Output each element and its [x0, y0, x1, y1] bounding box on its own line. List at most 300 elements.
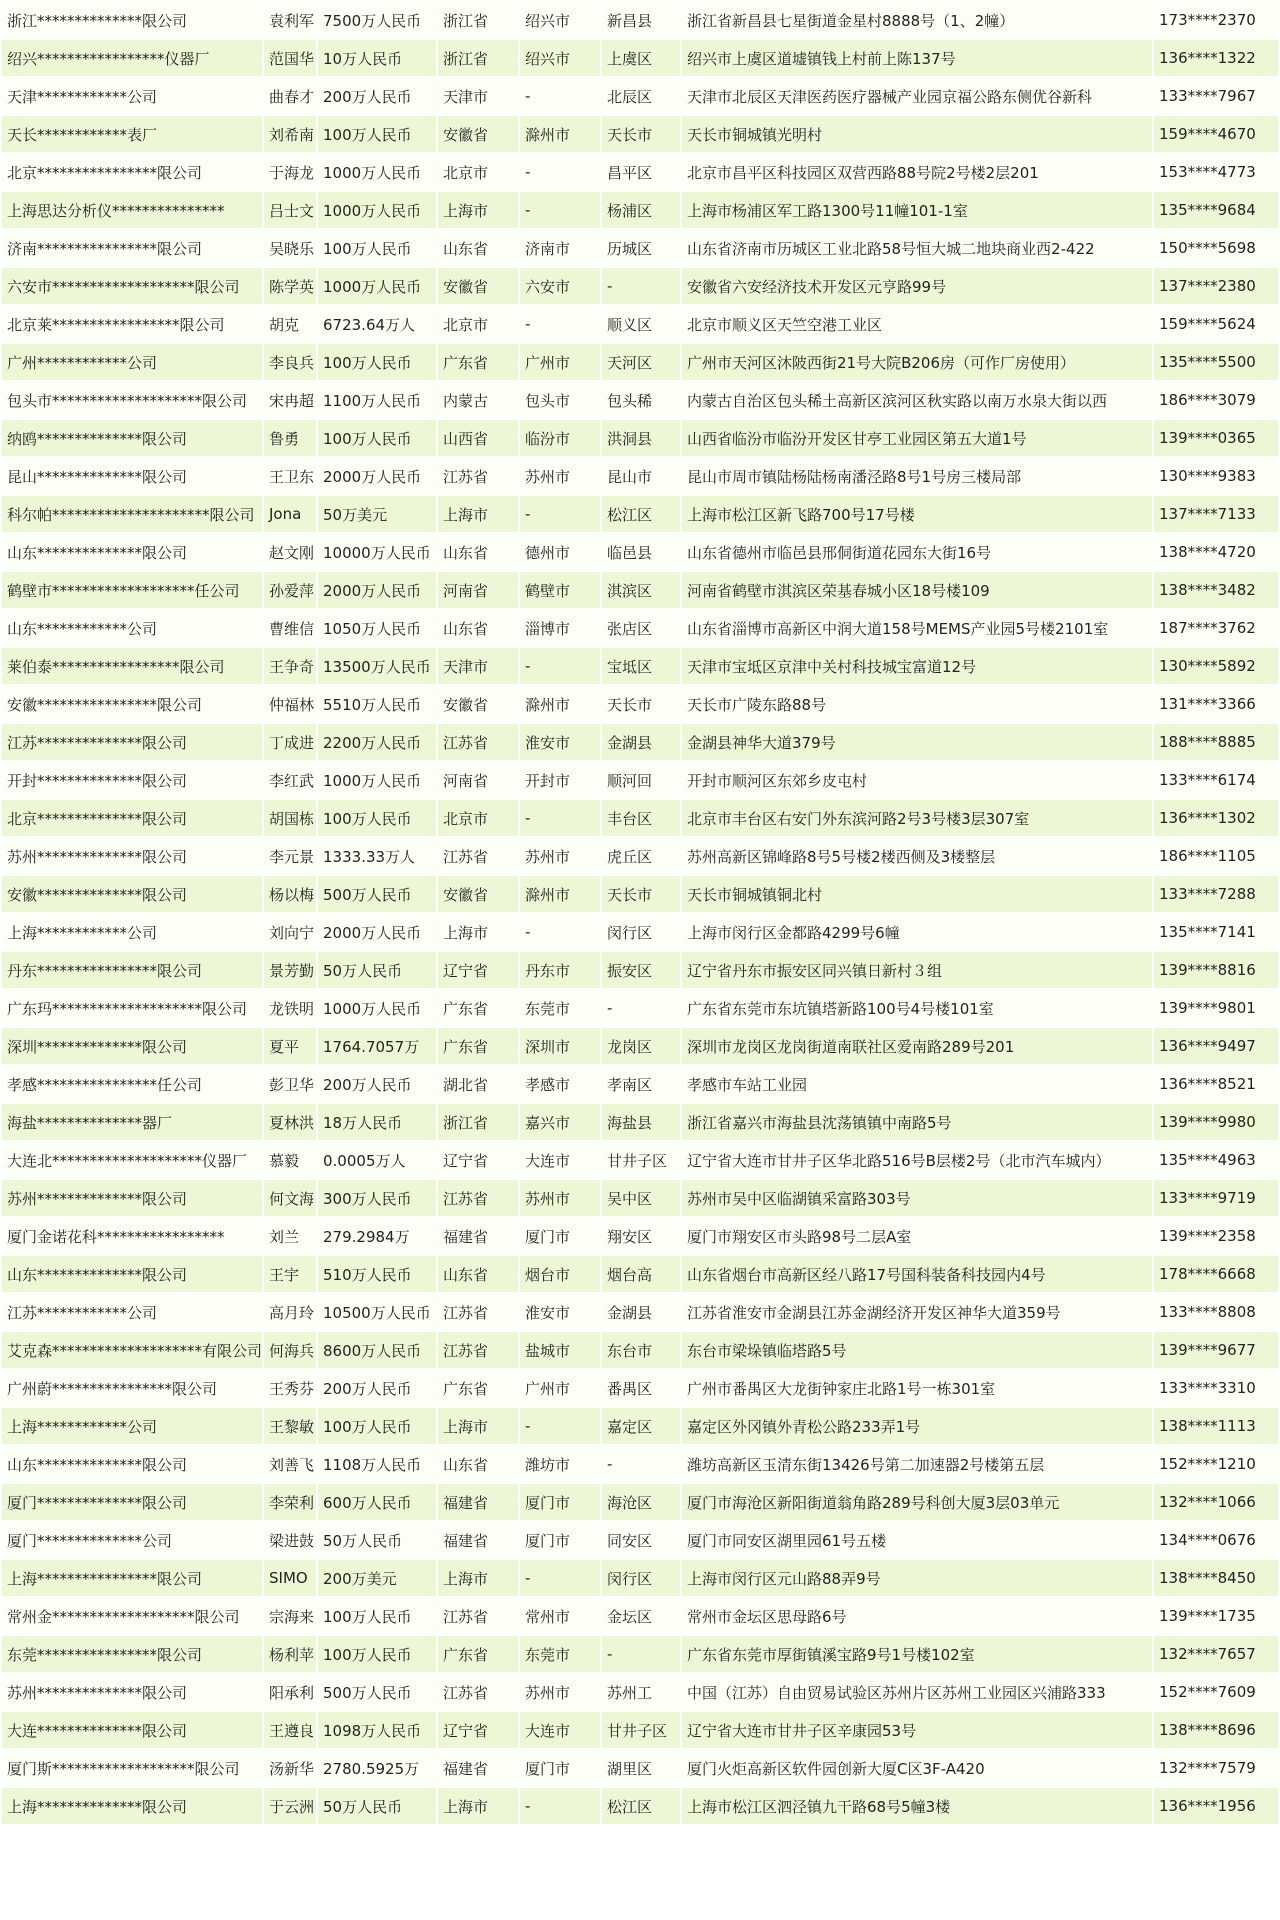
province-cell: 辽宁省 [438, 1712, 518, 1748]
table-row [2, 838, 1278, 874]
phone-cell: 138****3482 [1154, 572, 1278, 608]
legal-rep-cell: 刘向宁 [264, 914, 316, 950]
legal-rep-cell: 杨以梅 [264, 876, 316, 912]
province-cell: 安徽省 [438, 116, 518, 152]
district-cell: 顺义区 [602, 306, 680, 342]
district-cell: 金坛区 [602, 1598, 680, 1634]
province-cell: 广东省 [438, 1028, 518, 1064]
district-cell: 苏州工 [602, 1674, 680, 1710]
registered-capital-cell: 100万人民币 [318, 1636, 436, 1672]
legal-rep-cell: 吕士文 [264, 192, 316, 228]
company-name-cell: 山东************公司 [2, 610, 262, 646]
city-cell: 滁州市 [520, 686, 600, 722]
district-cell: 龙岗区 [602, 1028, 680, 1064]
address-cell: 潍坊高新区玉清东街13426号第二加速器2号楼第五层 [682, 1446, 1152, 1482]
registered-capital-cell: 10000万人民币 [318, 534, 436, 570]
district-cell: 历城区 [602, 230, 680, 266]
address-cell: 辽宁省大连市甘井子区辛康园53号 [682, 1712, 1152, 1748]
phone-cell: 130****9383 [1154, 458, 1278, 494]
phone-cell: 186****1105 [1154, 838, 1278, 874]
city-cell: - [520, 1408, 600, 1444]
table-row [2, 1180, 1278, 1216]
table-row [2, 914, 1278, 950]
registered-capital-cell: 300万人民币 [318, 1180, 436, 1216]
district-cell: 烟台高 [602, 1256, 680, 1292]
province-cell: 江苏省 [438, 1294, 518, 1330]
phone-cell: 133****7288 [1154, 876, 1278, 912]
registered-capital-cell: 6723.64万人 [318, 306, 436, 342]
registered-capital-cell: 5510万人民币 [318, 686, 436, 722]
address-cell: 北京市顺义区天竺空港工业区 [682, 306, 1152, 342]
city-cell: 东莞市 [520, 1636, 600, 1672]
phone-cell: 173****2370 [1154, 2, 1278, 38]
company-name-cell: 深圳**************限公司 [2, 1028, 262, 1064]
table-row [2, 1408, 1278, 1444]
legal-rep-cell: 王争奇 [264, 648, 316, 684]
legal-rep-cell: 范国华 [264, 40, 316, 76]
district-cell: 昆山市 [602, 458, 680, 494]
address-cell: 内蒙古自治区包头稀土高新区滨河区秋实路以南万水泉大街以西 [682, 382, 1152, 418]
phone-cell: 136****1302 [1154, 800, 1278, 836]
company-name-cell: 上海****************限公司 [2, 1560, 262, 1596]
table-row [2, 724, 1278, 760]
legal-rep-cell: 王黎敏 [264, 1408, 316, 1444]
province-cell: 浙江省 [438, 1104, 518, 1140]
district-cell: 昌平区 [602, 154, 680, 190]
phone-cell: 139****8816 [1154, 952, 1278, 988]
company-name-cell: 苏州**************限公司 [2, 1180, 262, 1216]
district-cell: - [602, 990, 680, 1026]
province-cell: 上海市 [438, 1560, 518, 1596]
table-row [2, 458, 1278, 494]
company-name-cell: 浙江**************限公司 [2, 2, 262, 38]
registered-capital-cell: 1000万人民币 [318, 990, 436, 1026]
phone-cell: 186****3079 [1154, 382, 1278, 418]
registered-capital-cell: 200万人民币 [318, 1066, 436, 1102]
province-cell: 浙江省 [438, 2, 518, 38]
company-name-cell: 山东**************限公司 [2, 1256, 262, 1292]
registered-capital-cell: 2000万人民币 [318, 914, 436, 950]
province-cell: 广东省 [438, 1636, 518, 1672]
company-name-cell: 常州金*******************限公司 [2, 1598, 262, 1634]
district-cell: 洪洞县 [602, 420, 680, 456]
registered-capital-cell: 510万人民币 [318, 1256, 436, 1292]
phone-cell: 137****2380 [1154, 268, 1278, 304]
company-name-cell: 北京****************限公司 [2, 154, 262, 190]
legal-rep-cell: 王卫东 [264, 458, 316, 494]
address-cell: 天津市宝坻区京津中关村科技城宝富道12号 [682, 648, 1152, 684]
registered-capital-cell: 13500万人民币 [318, 648, 436, 684]
address-cell: 山东省烟台市高新区经八路17号国科装备科技园内4号 [682, 1256, 1152, 1292]
city-cell: 淮安市 [520, 724, 600, 760]
legal-rep-cell: 曲春才 [264, 78, 316, 114]
legal-rep-cell: 梁进鼓 [264, 1522, 316, 1558]
legal-rep-cell: 宗海来 [264, 1598, 316, 1634]
table-row [2, 572, 1278, 608]
company-name-cell: 安徽**************限公司 [2, 876, 262, 912]
address-cell: 广东省东莞市厚街镇溪宝路9号1号楼102室 [682, 1636, 1152, 1672]
address-cell: 山东省淄博市高新区中润大道158号MEMS产业园5号楼2101室 [682, 610, 1152, 646]
district-cell: 松江区 [602, 496, 680, 532]
phone-cell: 138****8696 [1154, 1712, 1278, 1748]
legal-rep-cell: 李元景 [264, 838, 316, 874]
city-cell: 厦门市 [520, 1484, 600, 1520]
province-cell: 辽宁省 [438, 1142, 518, 1178]
province-cell: 江苏省 [438, 1332, 518, 1368]
table-row [2, 1712, 1278, 1748]
address-cell: 深圳市龙岗区龙岗街道南联社区爱南路289号201 [682, 1028, 1152, 1064]
province-cell: 北京市 [438, 154, 518, 190]
company-name-cell: 昆山**************限公司 [2, 458, 262, 494]
province-cell: 辽宁省 [438, 952, 518, 988]
table-row [2, 1598, 1278, 1634]
address-cell: 上海市松江区新飞路700号17号楼 [682, 496, 1152, 532]
phone-cell: 138****8450 [1154, 1560, 1278, 1596]
province-cell: 福建省 [438, 1484, 518, 1520]
legal-rep-cell: 陈学英 [264, 268, 316, 304]
phone-cell: 133****8808 [1154, 1294, 1278, 1330]
address-cell: 上海市松江区泗泾镇九干路68号5幢3楼 [682, 1788, 1152, 1824]
registered-capital-cell: 7500万人民币 [318, 2, 436, 38]
city-cell: - [520, 306, 600, 342]
city-cell: 滁州市 [520, 876, 600, 912]
address-cell: 江苏省淮安市金湖县江苏金湖经济开发区神华大道359号 [682, 1294, 1152, 1330]
address-cell: 辽宁省大连市甘井子区华北路516号B层楼2号（北市汽车城内） [682, 1142, 1152, 1178]
registered-capital-cell: 50万美元 [318, 496, 436, 532]
address-cell: 广州市天河区沐陂西街21号大院B206房（可作厂房使用） [682, 344, 1152, 380]
phone-cell: 152****7609 [1154, 1674, 1278, 1710]
address-cell: 常州市金坛区思母路6号 [682, 1598, 1152, 1634]
company-name-cell: 大连北********************仪器厂 [2, 1142, 262, 1178]
table-row [2, 1142, 1278, 1178]
address-cell: 北京市昌平区科技园区双营西路88号院2号楼2层201 [682, 154, 1152, 190]
legal-rep-cell: 阳承利 [264, 1674, 316, 1710]
table-row [2, 192, 1278, 228]
district-cell: 东台市 [602, 1332, 680, 1368]
province-cell: 上海市 [438, 192, 518, 228]
registered-capital-cell: 100万人民币 [318, 420, 436, 456]
district-cell: 丰台区 [602, 800, 680, 836]
table-row [2, 1332, 1278, 1368]
registered-capital-cell: 1100万人民币 [318, 382, 436, 418]
table-row [2, 610, 1278, 646]
phone-cell: 136****8521 [1154, 1066, 1278, 1102]
registered-capital-cell: 50万人民币 [318, 1522, 436, 1558]
city-cell: 嘉兴市 [520, 1104, 600, 1140]
district-cell: 吴中区 [602, 1180, 680, 1216]
address-cell: 天长市铜城镇铜北村 [682, 876, 1152, 912]
registered-capital-cell: 1000万人民币 [318, 192, 436, 228]
province-cell: 广东省 [438, 344, 518, 380]
phone-cell: 178****6668 [1154, 1256, 1278, 1292]
city-cell: - [520, 154, 600, 190]
registered-capital-cell: 2780.5925万 [318, 1750, 436, 1786]
company-name-cell: 科尔帕*********************限公司 [2, 496, 262, 532]
province-cell: 安徽省 [438, 268, 518, 304]
district-cell: 顺河回 [602, 762, 680, 798]
phone-cell: 150****5698 [1154, 230, 1278, 266]
legal-rep-cell: 王遵良 [264, 1712, 316, 1748]
legal-rep-cell: 胡国栋 [264, 800, 316, 836]
city-cell: 德州市 [520, 534, 600, 570]
address-cell: 孝感市车站工业园 [682, 1066, 1152, 1102]
table-row [2, 268, 1278, 304]
address-cell: 上海市杨浦区军工路1300号11幢101-1室 [682, 192, 1152, 228]
phone-cell: 187****3762 [1154, 610, 1278, 646]
company-name-cell: 上海**************限公司 [2, 1788, 262, 1824]
district-cell: 翔安区 [602, 1218, 680, 1254]
province-cell: 福建省 [438, 1218, 518, 1254]
company-name-cell: 孝感****************任公司 [2, 1066, 262, 1102]
table-row [2, 1674, 1278, 1710]
company-name-cell: 江苏**************限公司 [2, 724, 262, 760]
registered-capital-cell: 0.0005万人 [318, 1142, 436, 1178]
phone-cell: 132****7657 [1154, 1636, 1278, 1672]
phone-cell: 139****2358 [1154, 1218, 1278, 1254]
district-cell: 孝南区 [602, 1066, 680, 1102]
company-name-cell: 天长************表厂 [2, 116, 262, 152]
legal-rep-cell: 于云洲 [264, 1788, 316, 1824]
city-cell: 孝感市 [520, 1066, 600, 1102]
phone-cell: 159****4670 [1154, 116, 1278, 152]
legal-rep-cell: SIMO [264, 1560, 316, 1596]
district-cell: 杨浦区 [602, 192, 680, 228]
city-cell: 淄博市 [520, 610, 600, 646]
province-cell: 山东省 [438, 1256, 518, 1292]
city-cell: 厦门市 [520, 1218, 600, 1254]
province-cell: 山东省 [438, 1446, 518, 1482]
address-cell: 山西省临汾市临汾开发区甘亭工业园区第五大道1号 [682, 420, 1152, 456]
phone-cell: 139****9980 [1154, 1104, 1278, 1140]
table-row [2, 1104, 1278, 1140]
province-cell: 广东省 [438, 990, 518, 1026]
district-cell: 上虞区 [602, 40, 680, 76]
city-cell: - [520, 78, 600, 114]
legal-rep-cell: 鲁勇 [264, 420, 316, 456]
phone-cell: 159****5624 [1154, 306, 1278, 342]
legal-rep-cell: 王秀芬 [264, 1370, 316, 1406]
table-row [2, 1484, 1278, 1520]
legal-rep-cell: 刘希南 [264, 116, 316, 152]
legal-rep-cell: 杨利苹 [264, 1636, 316, 1672]
province-cell: 江苏省 [438, 1180, 518, 1216]
city-cell: 大连市 [520, 1142, 600, 1178]
address-cell: 东台市梁垛镇临塔路5号 [682, 1332, 1152, 1368]
legal-rep-cell: 仲福林 [264, 686, 316, 722]
address-cell: 安徽省六安经济技术开发区元亨路99号 [682, 268, 1152, 304]
phone-cell: 135****5500 [1154, 344, 1278, 380]
district-cell: 振安区 [602, 952, 680, 988]
district-cell: 松江区 [602, 1788, 680, 1824]
company-name-cell: 绍兴*****************仪器厂 [2, 40, 262, 76]
legal-rep-cell: Jona [264, 496, 316, 532]
city-cell: - [520, 1560, 600, 1596]
registered-capital-cell: 10万人民币 [318, 40, 436, 76]
city-cell: 盐城市 [520, 1332, 600, 1368]
registered-capital-cell: 50万人民币 [318, 1788, 436, 1824]
legal-rep-cell: 胡克 [264, 306, 316, 342]
city-cell: 包头市 [520, 382, 600, 418]
legal-rep-cell: 高月玲 [264, 1294, 316, 1330]
table-row [2, 2, 1278, 38]
table-row [2, 762, 1278, 798]
table-row [2, 648, 1278, 684]
phone-cell: 133****6174 [1154, 762, 1278, 798]
address-cell: 苏州市吴中区临湖镇采富路303号 [682, 1180, 1152, 1216]
phone-cell: 139****9677 [1154, 1332, 1278, 1368]
city-cell: 苏州市 [520, 458, 600, 494]
city-cell: - [520, 914, 600, 950]
address-cell: 苏州高新区锦峰路8号5号楼2楼西侧及3楼整层 [682, 838, 1152, 874]
legal-rep-cell: 夏林洪 [264, 1104, 316, 1140]
phone-cell: 152****1210 [1154, 1446, 1278, 1482]
phone-cell: 135****4963 [1154, 1142, 1278, 1178]
company-name-cell: 上海思达分析仪*************** [2, 192, 262, 228]
province-cell: 安徽省 [438, 686, 518, 722]
address-cell: 河南省鹤壁市淇滨区荣基春城小区18号楼109 [682, 572, 1152, 608]
company-name-cell: 江苏************公司 [2, 1294, 262, 1330]
address-cell: 厦门火炬高新区软件园创新大厦C区3F-A420 [682, 1750, 1152, 1786]
province-cell: 江苏省 [438, 1674, 518, 1710]
table-row [2, 116, 1278, 152]
registered-capital-cell: 200万美元 [318, 1560, 436, 1596]
city-cell: 苏州市 [520, 1674, 600, 1710]
company-name-cell: 山东**************限公司 [2, 534, 262, 570]
province-cell: 山西省 [438, 420, 518, 456]
district-cell: 天长市 [602, 686, 680, 722]
registered-capital-cell: 500万人民币 [318, 876, 436, 912]
registered-capital-cell: 200万人民币 [318, 1370, 436, 1406]
registered-capital-cell: 100万人民币 [318, 230, 436, 266]
address-cell: 辽宁省丹东市振安区同兴镇日新村３组 [682, 952, 1152, 988]
province-cell: 上海市 [438, 1408, 518, 1444]
city-cell: 绍兴市 [520, 40, 600, 76]
district-cell: 海沧区 [602, 1484, 680, 1520]
address-cell: 广州市番禺区大龙街钟家庄北路1号一栋301室 [682, 1370, 1152, 1406]
company-name-cell: 厦门金诺花科***************** [2, 1218, 262, 1254]
city-cell: 厦门市 [520, 1522, 600, 1558]
address-cell: 厦门市同安区湖里园61号五楼 [682, 1522, 1152, 1558]
registered-capital-cell: 1000万人民币 [318, 268, 436, 304]
legal-rep-cell: 李红武 [264, 762, 316, 798]
table-row [2, 1028, 1278, 1064]
district-cell: 宝坻区 [602, 648, 680, 684]
district-cell: 嘉定区 [602, 1408, 680, 1444]
table-row [2, 1636, 1278, 1672]
company-name-cell: 纳鸥**************限公司 [2, 420, 262, 456]
province-cell: 山东省 [438, 534, 518, 570]
registered-capital-cell: 1108万人民币 [318, 1446, 436, 1482]
province-cell: 山东省 [438, 230, 518, 266]
city-cell: 苏州市 [520, 1180, 600, 1216]
registered-capital-cell: 2000万人民币 [318, 458, 436, 494]
registered-capital-cell: 2200万人民币 [318, 724, 436, 760]
table-row [2, 990, 1278, 1026]
city-cell: 广州市 [520, 344, 600, 380]
legal-rep-cell: 宋冉超 [264, 382, 316, 418]
legal-rep-cell: 龙铁明 [264, 990, 316, 1026]
registered-capital-cell: 1000万人民币 [318, 762, 436, 798]
legal-rep-cell: 曹维信 [264, 610, 316, 646]
city-cell: 深圳市 [520, 1028, 600, 1064]
city-cell: 丹东市 [520, 952, 600, 988]
city-cell: - [520, 496, 600, 532]
province-cell: 内蒙古 [438, 382, 518, 418]
registered-capital-cell: 1333.33万人 [318, 838, 436, 874]
address-cell: 绍兴市上虞区道墟镇钱上村前上陈137号 [682, 40, 1152, 76]
address-cell: 天长市广陵东路88号 [682, 686, 1152, 722]
company-name-cell: 上海************公司 [2, 1408, 262, 1444]
address-cell: 中国（江苏）自由贸易试验区苏州片区苏州工业园区兴浦路333 [682, 1674, 1152, 1710]
phone-cell: 139****9801 [1154, 990, 1278, 1026]
city-cell: 常州市 [520, 1598, 600, 1634]
phone-cell: 136****9497 [1154, 1028, 1278, 1064]
company-name-cell: 海盐**************器厂 [2, 1104, 262, 1140]
legal-rep-cell: 孙爱萍 [264, 572, 316, 608]
district-cell: 天河区 [602, 344, 680, 380]
company-name-cell: 北京**************限公司 [2, 800, 262, 836]
company-name-cell: 大连**************限公司 [2, 1712, 262, 1748]
province-cell: 北京市 [438, 800, 518, 836]
address-cell: 浙江省嘉兴市海盐县沈荡镇镇中南路5号 [682, 1104, 1152, 1140]
table-row [2, 1218, 1278, 1254]
district-cell: 虎丘区 [602, 838, 680, 874]
table-row [2, 344, 1278, 380]
legal-rep-cell: 袁利军 [264, 2, 316, 38]
table-row [2, 1294, 1278, 1330]
city-cell: - [520, 800, 600, 836]
city-cell: 潍坊市 [520, 1446, 600, 1482]
province-cell: 湖北省 [438, 1066, 518, 1102]
district-cell: 张店区 [602, 610, 680, 646]
phone-cell: 135****9684 [1154, 192, 1278, 228]
phone-cell: 130****5892 [1154, 648, 1278, 684]
address-cell: 广东省东莞市东坑镇塔新路100号4号楼101室 [682, 990, 1152, 1026]
city-cell: 临汾市 [520, 420, 600, 456]
registered-capital-cell: 100万人民币 [318, 344, 436, 380]
city-cell: 滁州市 [520, 116, 600, 152]
phone-cell: 136****1956 [1154, 1788, 1278, 1824]
province-cell: 上海市 [438, 1788, 518, 1824]
city-cell: 淮安市 [520, 1294, 600, 1330]
phone-cell: 139****0365 [1154, 420, 1278, 456]
legal-rep-cell: 王宇 [264, 1256, 316, 1292]
city-cell: - [520, 648, 600, 684]
table-row [2, 1066, 1278, 1102]
table-row [2, 1446, 1278, 1482]
registered-capital-cell: 1764.7057万 [318, 1028, 436, 1064]
company-name-cell: 山东**************限公司 [2, 1446, 262, 1482]
table-row [2, 686, 1278, 722]
address-cell: 金湖县神华大道379号 [682, 724, 1152, 760]
company-name-cell: 鹤壁市*******************任公司 [2, 572, 262, 608]
phone-cell: 132****1066 [1154, 1484, 1278, 1520]
registered-capital-cell: 500万人民币 [318, 1674, 436, 1710]
company-name-cell: 北京莱*****************限公司 [2, 306, 262, 342]
registered-capital-cell: 8600万人民币 [318, 1332, 436, 1368]
table-row [2, 306, 1278, 342]
table-row [2, 1788, 1278, 1824]
phone-cell: 136****1322 [1154, 40, 1278, 76]
phone-cell: 135****7141 [1154, 914, 1278, 950]
address-cell: 厦门市海沧区新阳街道翁角路289号科创大厦3层03单元 [682, 1484, 1152, 1520]
phone-cell: 139****1735 [1154, 1598, 1278, 1634]
table-row [2, 1522, 1278, 1558]
province-cell: 江苏省 [438, 838, 518, 874]
table-row [2, 534, 1278, 570]
company-name-cell: 厦门**************公司 [2, 1522, 262, 1558]
legal-rep-cell: 李荣利 [264, 1484, 316, 1520]
